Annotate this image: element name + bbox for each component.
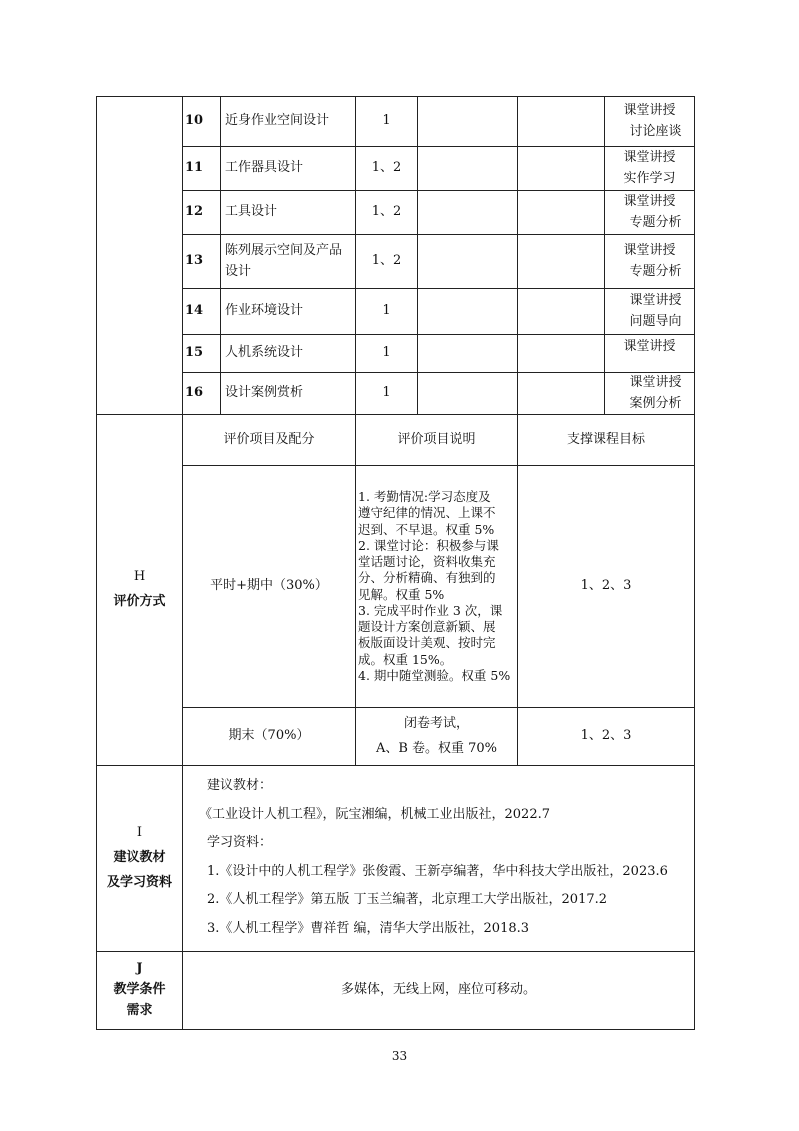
eval-final-desc [356,708,518,766]
desc-line: 堂话题讨论，资料收集充 [358,554,496,569]
empty-cell [518,97,605,147]
section-title: 需求 [126,1002,153,1018]
empty-cell [418,97,518,147]
empty-cell [418,335,518,373]
topic-number: 16 [183,373,221,415]
topic-method [605,335,695,373]
method-line-1: 课堂讲授 [623,103,676,119]
desc-line: 2. 课堂讨论：积极参与课 [358,537,499,553]
topic-target: 1 [356,289,418,335]
table-row [97,335,695,373]
empty-cell [518,235,605,289]
desc-line: 遵守纪律的情况、上课不 [358,505,496,521]
method-line-2: 问题导向 [629,313,682,329]
topic-number: 15 [183,335,221,373]
materials-list [183,766,695,952]
method-line-2: 实作学习 [623,170,676,186]
eval-header-item: 评价项目及配分 [183,415,356,466]
table-row [97,235,695,289]
topic-name: 人机系统设计 [221,335,356,373]
topic-number: 14 [183,289,221,335]
empty-cell [518,289,605,335]
table-row [97,373,695,415]
topic-number: 11 [183,147,221,191]
topic-name: 作业环境设计 [221,289,356,335]
method-line-1: 课堂讲授 [623,194,676,210]
topic-target: 1、2 [356,147,418,191]
materials-line: 2.《人机工程学》第五版 丁玉兰编著，北京理工大学出版社，2017.2 [207,892,608,907]
desc-line: 板版面设计美观、按时完 [358,635,496,651]
method-line-1: 课堂讲授 [629,375,682,391]
table-row [97,466,695,708]
desc-line: 闭卷考试， [403,715,469,731]
table-row [97,952,695,1030]
eval-header-targets: 支撑课程目标 [518,415,695,466]
topic-name: 工具设计 [221,191,356,235]
eval-final-targets: 1、2、3 [518,708,695,766]
desc-line: A、B 卷。权重 70% [375,740,498,756]
topic-name: 设计案例赏析 [221,373,356,415]
materials-line: 建议教材： [207,778,273,793]
method-line-2: 专题分析 [629,263,682,279]
topic-method [605,235,695,289]
topic-name: 工作器具设计 [221,147,356,191]
table-row [97,191,695,235]
section-cell-blank [97,97,183,415]
topic-target: 1、2 [356,235,418,289]
empty-cell [518,373,605,415]
desc-line: 4. 期中随堂测验。权重 5% [358,667,511,683]
topic-name: 近身作业空间设计 [221,97,356,147]
evaluation-section-label [97,415,183,766]
topic-target: 1 [356,373,418,415]
eval-header-desc: 评价项目说明 [356,415,518,466]
topic-method [605,191,695,235]
section-title: 教学条件 [113,982,166,998]
conditions-text: 多媒体，无线上网，座位可移动。 [183,952,695,1030]
method-line-1: 课堂讲授 [623,339,676,354]
eval-final-item: 期末（70%） [183,708,356,766]
section-letter: I [136,825,143,841]
conditions-section-label [97,952,183,1030]
topic-target: 1 [356,335,418,373]
materials-section-label [97,766,183,952]
table-row [97,147,695,191]
empty-cell [518,147,605,191]
topic-method [605,97,695,147]
eval-regular-targets: 1、2、3 [518,466,695,708]
method-line-1: 课堂讲授 [623,150,676,166]
empty-cell [418,235,518,289]
empty-cell [418,147,518,191]
method-line-2: 讨论座谈 [629,123,682,139]
table-row [97,289,695,335]
desc-line: 成。权重 15%。 [358,651,453,667]
empty-cell [518,191,605,235]
method-line-2: 案例分析 [629,395,682,411]
topic-number: 10 [183,97,221,147]
section-letter: H [133,569,146,585]
empty-cell [418,373,518,415]
topic-target: 1、2 [356,191,418,235]
page-number: 33 [391,1049,408,1063]
desc-line: 见解。权重 5% [358,586,445,602]
topic-method [605,373,695,415]
empty-cell [518,335,605,373]
empty-cell [418,289,518,335]
desc-line: 题设计方案创意新颖、展 [358,619,496,634]
desc-line: 分、分析精确、有独到的 [358,570,496,586]
method-line-1: 课堂讲授 [623,243,676,259]
table-row [97,97,695,147]
section-title: 建议教材 [113,850,166,866]
eval-regular-item: 平时+期中（30%） [183,466,356,708]
table-row [97,766,695,952]
table-row [97,708,695,766]
topic-name: 陈列展示空间及产品设计 [221,235,356,289]
desc-line: 3. 完成平时作业 3 次，课 [358,602,503,618]
section-letter: J [136,961,143,977]
eval-regular-desc [356,466,518,708]
syllabus-table [96,96,695,1030]
topic-number: 13 [183,235,221,289]
topic-method [605,147,695,191]
section-title: 及学习资料 [106,874,172,890]
topic-target: 1 [356,97,418,147]
materials-line: 学习资料： [207,835,273,850]
empty-cell [418,191,518,235]
materials-line: 3.《人机工程学》曹祥哲 编，清华大学出版社，2018.3 [207,920,530,936]
desc-line: 迟到、不早退。权重 5% [358,521,495,537]
topic-method [605,289,695,335]
method-line-1: 课堂讲授 [629,293,682,309]
method-line-2: 专题分析 [629,214,682,230]
materials-line: 《工业设计人机工程》，阮宝湘编，机械工业出版社，2022.7 [199,806,550,822]
table-row [97,415,695,466]
desc-line: 1. 考勤情况:学习态度及 [358,489,491,504]
materials-line: 1.《设计中的人机工程学》张俊霞、王新亭编著，华中科技大学出版社，2023.6 [207,863,668,879]
topic-number: 12 [183,191,221,235]
section-title: 评价方式 [113,594,166,609]
